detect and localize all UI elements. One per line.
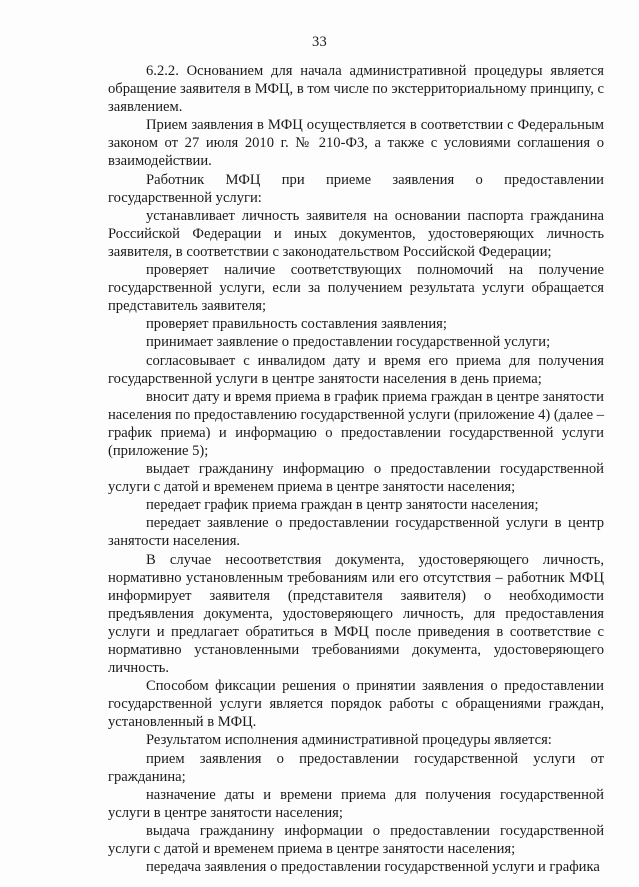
paragraph: устанавливает личность заявителя на основании паспорта гражданина Российской Федерации и иных документов, удостоверяющих личность заявителя, в соответствии с законодательством Российской Федерации; bbox=[108, 207, 604, 260]
paragraph: прием заявления о предоставлении государственной услуги от гражданина; bbox=[108, 750, 604, 785]
paragraph: 6.2.2. Основанием для начала административной процедуры является обращение заявителя в МФЦ, в том числе по экстерриториальному принципу, с заявлением. bbox=[108, 63, 604, 116]
paragraph: Работник МФЦ при приеме заявления о предоставлении государственной услуги: bbox=[108, 171, 604, 206]
paragraph: назначение даты и времени приема для получения государственной услуги в центре занятости населения; bbox=[108, 786, 604, 821]
paragraph: выдача гражданину информации о предоставлении государственной услуги с датой и временем приема в центре занятости населения; bbox=[108, 822, 604, 858]
paragraph: Способом фиксации решения о принятии заявления о предоставлении государственной услуги является порядок работы с обращениями граждан, установленный в МФЦ. bbox=[108, 678, 604, 731]
paragraph: Результатом исполнения административной процедуры является: bbox=[146, 732, 552, 749]
paragraph: согласовывает с инвалидом дату и время его приема для получения государственной услуги в центре занятости населения в день приема; bbox=[108, 352, 604, 387]
paragraph: принимает заявление о предоставлении государственной услуги; bbox=[146, 334, 551, 351]
paragraph: передает заявление о предоставлении государственной услуги в центр занятости населения. bbox=[108, 515, 604, 550]
paragraph: В случае несоответствия документа, удостоверяющего личность, нормативно установленным требованиям или его отсутствия – работник МФЦ информирует заявителя (представителя заявителя) о необходимости предъявления документа, удостоверяющего личность, для предоставления услуги и предлагает обратиться в МФЦ после приведения в соответствие с нормативно установленными требованиями документа, удостоверяющего личность. bbox=[108, 551, 604, 677]
paragraph: Прием заявления в МФЦ осуществляется в соответствии с Федеральным законом от 27 июля 2010 г. № 210-ФЗ, а также с условиями соглашения о взаимодействии. bbox=[108, 117, 604, 170]
page-number: 33 bbox=[312, 34, 327, 50]
paragraph: передача заявления о предоставлении государственной услуги и графика bbox=[146, 859, 600, 876]
paragraph: проверяет правильность составления заявления; bbox=[146, 316, 447, 333]
document-body bbox=[108, 62, 604, 876]
paragraph: вносит дату и время приема в график приема граждан в центре занятости населения по предоставлению государственной услуги (приложение 4) (далее – график приема) и информацию о предоставлении государственной услуги (приложение 5); bbox=[108, 388, 604, 459]
paragraph: выдает гражданину информацию о предоставлении государственной услуги с датой и временем приема в центре занятости населения; bbox=[108, 461, 604, 496]
paragraph: проверяет наличие соответствующих полномочий на получение государственной услуги, если за получением результата услуги обращается представитель заявителя; bbox=[108, 262, 604, 315]
paragraph: передает график приема граждан в центр занятости населения; bbox=[146, 497, 539, 514]
